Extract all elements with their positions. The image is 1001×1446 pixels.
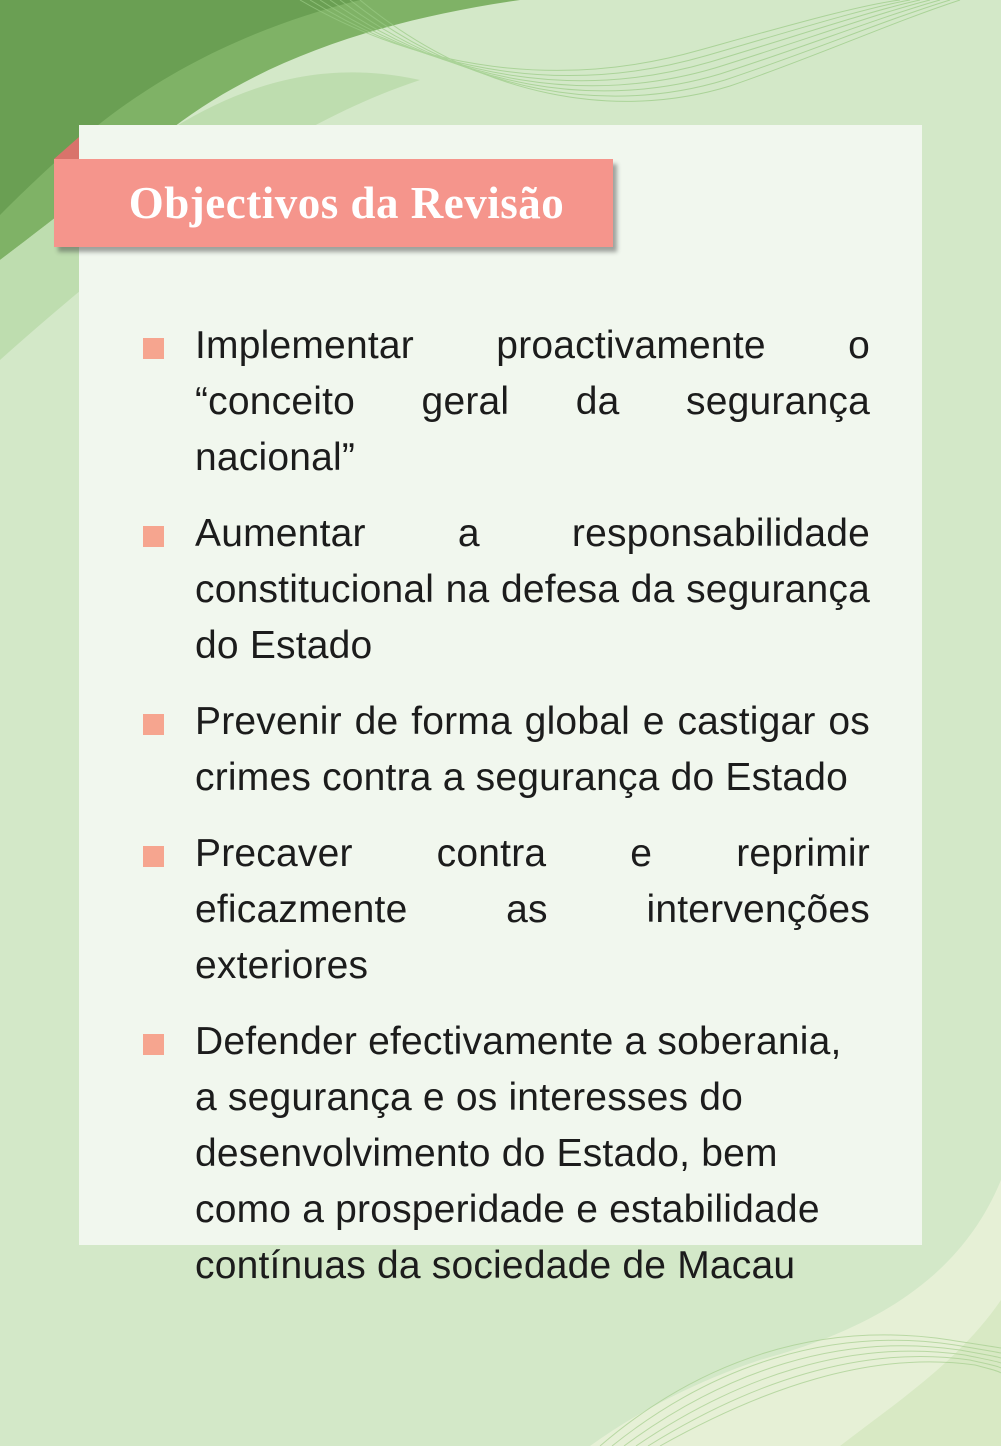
objectives-list	[140, 318, 870, 1314]
list-item	[140, 506, 870, 674]
list-item-text: Precaver contra e reprimir eficazmente as intervenções exteriores	[195, 832, 870, 987]
title-banner	[54, 159, 613, 247]
page-title: Objectivos da Revisão	[128, 178, 565, 228]
list-item	[140, 694, 870, 806]
square-bullet-icon	[143, 846, 164, 867]
list-item-text: Implementar proactivamente o “conceito geral da segurança nacional”	[195, 324, 870, 479]
square-bullet-icon	[143, 338, 164, 359]
list-item	[140, 318, 870, 486]
list-item-text: Prevenir de forma global e castigar os crimes contra a segurança do Estado	[195, 700, 870, 799]
list-item	[140, 1014, 870, 1294]
list-item-text: Defender efectivamente a soberania, a segurança e os interesses do desenvolvimento do Estado, bem como a prosperidade e estabilidade contínuas da sociedade de Macau	[195, 1020, 842, 1287]
square-bullet-icon	[143, 1034, 164, 1055]
title-banner-fold	[54, 137, 79, 159]
list-item	[140, 826, 870, 994]
square-bullet-icon	[143, 714, 164, 735]
square-bullet-icon	[143, 526, 164, 547]
list-item-text: Aumentar a responsabilidade constitucional na defesa da segurança do Estado	[195, 512, 870, 667]
